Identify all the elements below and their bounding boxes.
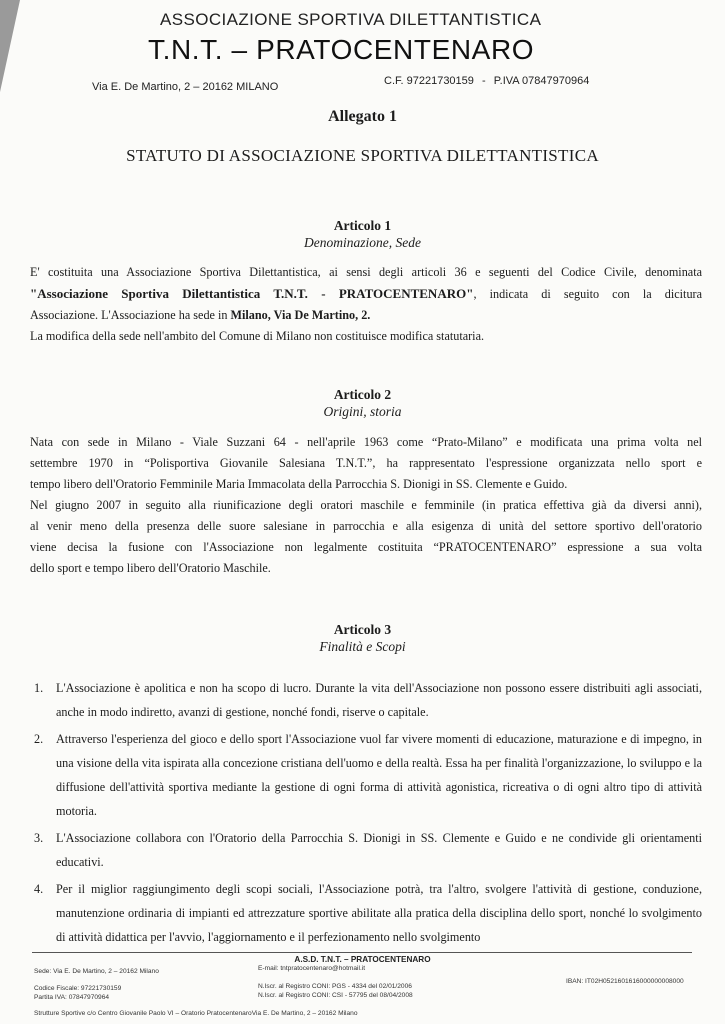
article-3-subtitle: Finalità e Scopi [319,639,406,654]
footer-strutture: Strutture Sportive c/o Centro Giovanile Paolo VI – Oratorio PratocentenaroVia E. De Martino, 2 – 20162 Milano [34,1010,358,1017]
header-association-type: ASSOCIAZIONE SPORTIVA DILETTANTISTICA [160,10,542,29]
list-item [30,877,702,949]
article-1-line-3 [30,305,702,326]
list-item-number: 2. [34,732,44,746]
list-item-number: 3. [34,831,44,845]
header-address: Via E. De Martino, 2 – 20162 MILANO [92,81,279,93]
header-separator: - [481,75,486,87]
document-title: STATUTO DI ASSOCIAZIONE SPORTIVA DILETTANTISTICA [126,146,599,165]
list-item [30,676,702,724]
article-2-line-4: Nel giugno 2007 in seguito alla riunificazione degli oratori maschile e femminile (in pratica effettiva già da diversi anni), [30,498,702,512]
article-2-line-7: dello sport e tempo libero dell'Oratorio Maschile. [30,561,271,575]
article-2-line-3: tempo libero dell'Oratorio Femminile Maria Immacolata della Parrocchia S. Dionigi in SS. Clemente e Guido. [30,477,568,491]
footer-title: A.S.D. T.N.T. – PRATOCENTENARO [294,955,431,964]
header-piva: P.IVA 07847970964 [493,75,590,87]
article-2-title: Articolo 2 [333,387,392,402]
article-1-title: Articolo 1 [333,218,392,233]
list-item-number: 4. [34,882,44,896]
article-2-subtitle: Origini, storia [323,404,402,419]
list-item-text: L'Associazione collabora con l'Oratorio della Parrocchia S. Dionigi in SS. Clemente e Guido e ne condivide gli orientamenti educativi. [56,831,702,869]
article-3-list [30,676,702,952]
footer-coni-pgs: N.Iscr. al Registro CONI: PGS - 4334 del 02/01/2006 [258,983,412,990]
article-3-title: Articolo 3 [333,622,392,637]
article-2-line-5: al venir meno della presenza delle suore salesiane in parrocchia e alla esigenza di unità del settore sportivo dell'oratorio [30,519,702,533]
association-full-name: "Associazione Sportiva Dilettantistica T.N.T. - PRATOCENTENARO" [30,286,474,301]
footer-coni-csi: N.Iscr. al Registro CONI: CSI - 57795 del 08/04/2008 [258,992,413,999]
footer-iban: IBAN: IT02H0521601616000000008000 [566,978,684,985]
article-2-line-2: settembre 1970 in “Polisportiva Giovanile Salesiana T.N.T.”, ha rappresentato l'espressione organizzata nello sport e [30,456,702,470]
list-item-number: 1. [34,681,44,695]
article-1-line-3-pre: Associazione. L'Associazione ha sede in [30,308,231,322]
association-seat: Milano, Via De Martino, 2. [230,308,371,322]
list-item-text: L'Associazione è apolitica e non ha scopo di lucro. Durante la vita dell'Associazione non possono essere distribuiti agli associati, anche in modo indiretto, avanzi di gestione, nonché fondi, riserve o capitale. [56,681,702,719]
footer-sede: Sede: Via E. De Martino, 2 – 20162 Milano [34,968,159,975]
article-2-line-6: viene decisa la fusione con l'Associazione non legalmente costituita “PRATOCENTENARO” espressione a sua volta [30,540,702,554]
header-tax-codes [384,75,594,87]
article-2-paragraph-1 [30,432,702,579]
list-item-text: Per il miglior raggiungimento degli scopi sociali, l'Associazione potrà, tra l'altro, svolgere l'attività di gestione, conduzione, manutenzione ordinaria di impianti ed attrezzature sportive abilitate alla pratica della disciplina dello sport, nonché lo svolgimento di attività didattica per l'avvio, l'aggiornamento e il perfezionamento nello svolgimento [56,882,702,944]
article-2-line-1: Nata con sede in Milano - Viale Suzzani 64 - nell'aprile 1963 come “Prato-Milano” e modificata una prima volta nel [30,435,702,449]
article-1-line-1: E' costituita una Associazione Sportiva Dilettantistica, ai sensi degli articoli 36 e seguenti del Codice Civile, denominata [30,265,702,279]
article-1-subtitle: Denominazione, Sede [304,235,421,250]
footer-email: E-mail: tntpratocentenaro@hotmail.it [258,965,366,972]
allegato-heading: Allegato 1 [328,108,397,125]
list-item-text: Attraverso l'esperienza del gioco e dello sport l'Associazione vuol far vivere momenti di educazione, maturazione e di impegno, in una visione della vita ispirata alla concezione cristiana dell'uomo e della realtà. Essa ha per finalità l'organizzazione, lo sviluppo e la diffusione dell'attività sportiva mediante la gestione di ogni forma di attività agonistica, ricreativa o di ogni altro tipo di attività motoria. [56,732,702,818]
article-1-paragraph-1 [30,262,702,347]
header-cf: C.F. 97221730159 [384,75,474,87]
footer-divider [32,952,692,953]
header-association-name: T.N.T. – PRATOCENTENARO [148,34,535,65]
list-item [30,826,702,874]
scan-corner-mark [0,0,20,92]
footer-codice-fiscale: Codice Fiscale: 97221730159 [34,985,122,992]
list-item [30,727,702,823]
article-1-paragraph-2: La modifica della sede nell'ambito del Comune di Milano non costituisce modifica statutaria. [30,329,485,343]
article-1-line-2-rest: , indicata di seguito con la dicitura [473,287,703,301]
article-1-line-2 [30,283,702,305]
footer-partita-iva: Partita IVA: 07847970964 [34,994,110,1001]
